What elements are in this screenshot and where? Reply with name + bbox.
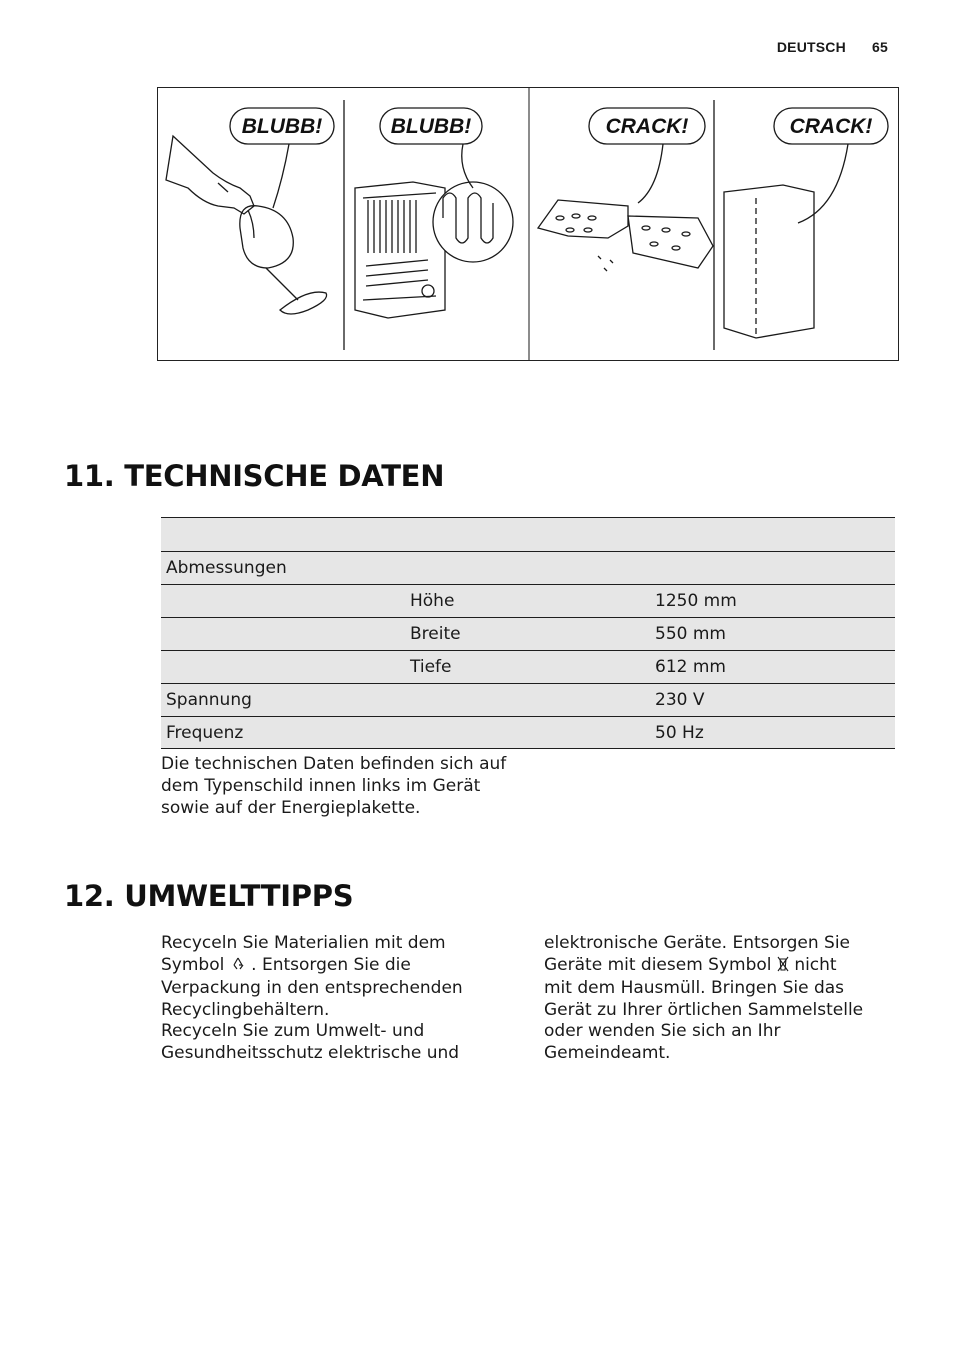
section-title: UMWELTTIPPS [124,879,354,913]
table-cell: 230 V [655,690,705,710]
environment-text-right [544,933,874,1064]
note-line: dem Typenschild innen links im Gerät [161,776,481,796]
bubble-label: BLUBB! [390,115,472,138]
header-language: DEUTSCH [776,39,846,55]
table-row [161,617,895,650]
text-line [544,955,874,979]
page-header [777,39,888,55]
table-cell: Höhe [410,591,455,611]
text-line: Gemeindeamt. [544,1042,671,1063]
recycle-icon [230,956,246,979]
text-line: Gerät zu Ihrer örtlichen Sammelstelle [544,999,864,1020]
environment-text-left [161,933,511,1064]
table-cell: 50 Hz [655,723,704,743]
table-cell: 612 mm [655,657,726,677]
table-row [161,716,895,749]
bubble-tail [798,144,848,223]
table-row [161,584,895,617]
rating-plate-note [161,753,531,819]
text-line: Recyceln Sie Materialien mit dem [161,933,446,953]
table-cell: 550 mm [655,624,726,644]
text-line: Verpackung in den entsprechenden [161,978,463,998]
table-row [161,650,895,683]
section-number: 11. [64,459,115,493]
section-heading-technical-data [64,459,444,493]
text-line: oder wenden Sie sich an Ihr [544,1021,781,1041]
text-line [161,955,511,979]
text-fragment: Symbol [161,954,225,975]
table-cell: Frequenz [166,723,244,743]
table-cell: Tiefe [410,657,452,677]
fridge-back-icon [355,182,445,318]
table-cell: Abmessungen [166,558,287,578]
bubble-label: CRACK! [605,115,689,138]
text-line: Gesundheitsschutz elektrische und [161,1042,460,1063]
section-number: 12. [64,879,115,913]
wine-glass-icon [240,206,327,314]
text-line: Recyceln Sie zum Umwelt- und [161,1021,425,1041]
text-line: elektronische Geräte. Entsorgen Sie [544,933,851,953]
crossed-bin-icon [777,956,789,979]
bubble-tail [273,144,289,208]
table-cell: Breite [410,624,461,644]
note-line: Die technischen Daten befinden sich auf [161,754,507,774]
note-line: sowie auf der Energieplakette. [161,798,421,818]
table-row [161,683,895,716]
fridge-front-icon [724,185,814,338]
section-title: TECHNISCHE DATEN [124,459,445,493]
text-line: Recyclingbehältern. [161,999,330,1020]
wine-bottle-icon [166,136,254,214]
text-fragment: nicht [794,954,837,975]
section-heading-environment [64,879,353,913]
text-fragment: Geräte mit diesem Symbol [544,954,772,975]
illustration-svg [158,88,898,360]
table-row [161,551,895,584]
text-line: mit dem Hausmüll. Bringen Sie das [544,978,845,998]
bubble-label: BLUBB! [241,115,323,138]
bubble-tail [638,144,663,203]
table-cell: 1250 mm [655,591,737,611]
table-cell: Spannung [166,690,252,710]
ice-tray-icon [538,200,713,271]
noise-illustration [157,87,899,361]
text-fragment: . Entsorgen Sie die [251,954,411,975]
page-number: 65 [872,39,888,55]
bubble-label: CRACK! [789,115,873,138]
technical-data-table [161,517,895,749]
table-row [161,517,895,551]
